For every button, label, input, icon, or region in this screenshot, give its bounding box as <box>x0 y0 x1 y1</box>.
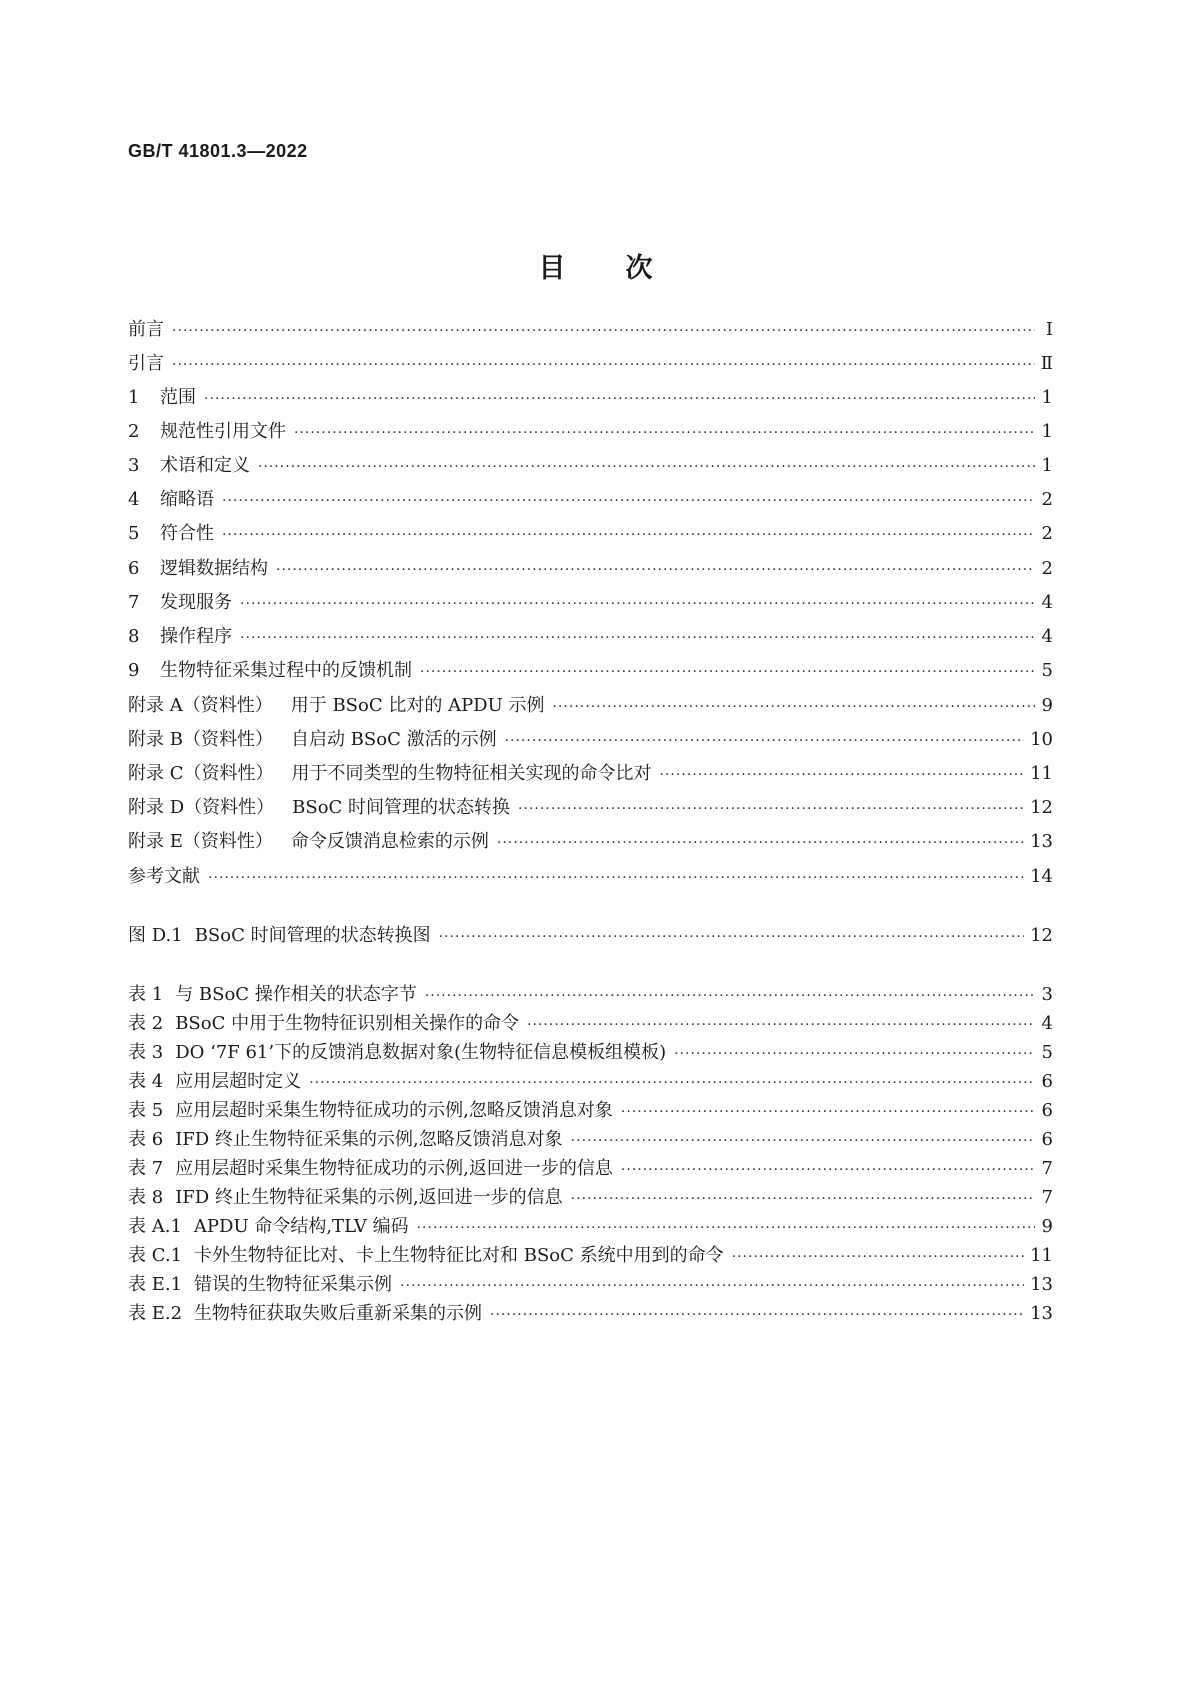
leader-dots <box>674 1042 1035 1066</box>
figure-entry-d1[interactable] <box>128 924 1053 949</box>
toc-entry-page: 14 <box>1030 866 1053 887</box>
table-entry-label: DO ‘7F 61’下的反馈消息数据对象(生物特征信息模板组模板) <box>175 1042 667 1063</box>
leader-dots <box>497 831 1024 855</box>
toc-entry-number: 附录 A（资料性） <box>128 695 273 716</box>
toc-entry-page: 1 <box>1041 455 1053 476</box>
table-entry-label: 生物特征获取失败后重新采集的示例 <box>194 1303 483 1324</box>
leader-dots <box>420 660 1035 684</box>
toc-entry-section-7[interactable] <box>128 591 1053 616</box>
table-entry-page: 13 <box>1030 1303 1053 1324</box>
table-entry-6[interactable] <box>128 1128 1053 1153</box>
toc-entry-label: 命令反馈消息检索的示例 <box>290 831 489 852</box>
leader-dots <box>439 925 1025 949</box>
toc-entry-foreword[interactable] <box>128 318 1053 343</box>
leader-dots <box>732 1245 1024 1269</box>
toc-entry-page: 5 <box>1041 660 1053 681</box>
toc-entry-label: 逻辑数据结构 <box>160 558 268 579</box>
toc-entry-number: 附录 D（资料性） <box>128 797 275 818</box>
figure-entry-number: 图 D.1 <box>128 925 183 946</box>
toc-entry-label: 缩略语 <box>160 489 214 510</box>
table-entry-1[interactable] <box>128 983 1053 1008</box>
leader-dots <box>222 489 1035 513</box>
toc-entry-appendix-c[interactable] <box>128 762 1053 787</box>
table-entry-number: 表 E.2 <box>128 1303 183 1324</box>
table-entry-page: 9 <box>1041 1216 1053 1237</box>
toc-entry-page: 12 <box>1030 797 1053 818</box>
toc-entry-page: 2 <box>1041 558 1053 579</box>
leader-dots <box>258 455 1035 479</box>
table-entry-label: 应用层超时定义 <box>175 1071 302 1092</box>
document-number: GB/T 41801.3—2022 <box>128 141 308 161</box>
toc-entry-page: 1 <box>1041 421 1053 442</box>
toc-entry-label: 符合性 <box>160 523 214 544</box>
table-entry-c1[interactable] <box>128 1244 1053 1269</box>
table-entry-8[interactable] <box>128 1186 1053 1211</box>
toc-entry-page: Ⅱ <box>1040 353 1053 374</box>
figure-entry-label: BSoC 时间管理的状态转换图 <box>194 925 431 946</box>
table-entry-number: 表 2 <box>128 1013 164 1034</box>
toc-entry-number: 6 <box>128 558 140 579</box>
toc-entry-label: 前言 <box>128 319 164 340</box>
table-entry-page: 11 <box>1030 1245 1053 1266</box>
table-entry-page: 3 <box>1041 984 1053 1005</box>
table-entry-page: 4 <box>1041 1013 1053 1034</box>
leader-dots <box>240 626 1035 650</box>
table-entry-label: 与 BSoC 操作相关的状态字节 <box>175 984 417 1005</box>
toc-entry-page: 1 <box>1041 387 1053 408</box>
leader-dots <box>204 387 1035 411</box>
toc-entry-references[interactable] <box>128 865 1053 890</box>
toc-entry-introduction[interactable] <box>128 352 1053 377</box>
toc-entry-label: 参考文献 <box>128 866 200 887</box>
page-title: 目次 <box>538 253 713 284</box>
toc-entry-number: 附录 C（资料性） <box>128 763 274 784</box>
table-entry-number: 表 1 <box>128 984 164 1005</box>
toc-entry-section-1[interactable] <box>128 386 1053 411</box>
table-entry-label: 应用层超时采集生物特征成功的示例,返回进一步的信息 <box>175 1158 613 1179</box>
toc-entry-number: 附录 E（资料性） <box>128 831 273 852</box>
table-entry-number: 表 8 <box>128 1187 164 1208</box>
leader-dots <box>172 319 1035 343</box>
toc-entry-label: 操作程序 <box>160 626 232 647</box>
toc-entry-page: 9 <box>1041 695 1053 716</box>
table-entry-page: 6 <box>1041 1129 1053 1150</box>
toc-entry-label: 发现服务 <box>160 592 232 613</box>
toc-entry-number: 附录 B（资料性） <box>128 729 273 750</box>
leader-dots <box>505 729 1025 753</box>
toc-entry-page: 2 <box>1041 523 1053 544</box>
toc-entry-label: 术语和定义 <box>160 455 250 476</box>
leader-dots <box>527 1013 1035 1037</box>
leader-dots <box>621 1158 1035 1182</box>
table-entry-page: 7 <box>1041 1158 1053 1179</box>
toc-entry-number: 4 <box>128 489 140 510</box>
toc-entry-number: 7 <box>128 592 140 613</box>
toc-entry-label: 用于 BSoC 比对的 APDU 示例 <box>290 695 545 716</box>
toc-entry-number: 9 <box>128 660 140 681</box>
leader-dots <box>208 866 1024 890</box>
toc-entry-page: Ⅰ <box>1045 319 1053 340</box>
leader-dots <box>553 695 1035 719</box>
figure-entry-page: 12 <box>1030 925 1053 946</box>
toc-entry-label: 引言 <box>128 353 164 374</box>
table-entry-number: 表 C.1 <box>128 1245 183 1266</box>
toc-entry-label: 范围 <box>160 387 196 408</box>
table-entry-page: 6 <box>1041 1071 1053 1092</box>
toc-entry-section-4[interactable] <box>128 488 1053 513</box>
table-entry-page: 7 <box>1041 1187 1053 1208</box>
toc-entry-page: 13 <box>1030 831 1053 852</box>
leader-dots <box>400 1274 1024 1298</box>
leader-dots <box>621 1100 1035 1124</box>
leader-dots <box>309 1071 1035 1095</box>
table-entry-number: 表 A.1 <box>128 1216 182 1237</box>
leader-dots <box>660 763 1025 787</box>
toc-entry-number: 8 <box>128 626 140 647</box>
leader-dots <box>571 1129 1035 1153</box>
table-entry-number: 表 E.1 <box>128 1274 183 1295</box>
table-entry-3[interactable] <box>128 1041 1053 1066</box>
table-entry-label: 卡外生物特征比对、卡上生物特征比对和 BSoC 系统中用到的命令 <box>194 1245 724 1266</box>
leader-dots <box>425 984 1035 1008</box>
toc-entry-appendix-b[interactable] <box>128 728 1053 753</box>
toc-entry-page: 11 <box>1030 763 1053 784</box>
toc-entry-appendix-a[interactable] <box>128 694 1053 719</box>
toc-entry-number: 5 <box>128 523 140 544</box>
toc-entry-label: 生物特征采集过程中的反馈机制 <box>160 660 412 681</box>
table-entry-label: 错误的生物特征采集示例 <box>194 1274 393 1295</box>
leader-dots <box>172 353 1035 377</box>
table-entry-label: IFD 终止生物特征采集的示例,返回进一步的信息 <box>175 1187 563 1208</box>
table-entry-a1[interactable] <box>128 1215 1053 1240</box>
toc-entry-page: 4 <box>1041 626 1053 647</box>
toc-entry-appendix-d[interactable] <box>128 796 1053 821</box>
table-entry-page: 13 <box>1030 1274 1053 1295</box>
toc-entry-label: 自启动 BSoC 激活的示例 <box>290 729 497 750</box>
toc-entry-section-2[interactable] <box>128 420 1053 445</box>
leader-dots <box>490 1303 1024 1327</box>
toc-entry-section-9[interactable] <box>128 659 1053 684</box>
leader-dots <box>518 797 1024 821</box>
toc-entry-label: 规范性引用文件 <box>160 421 286 442</box>
table-entry-5[interactable] <box>128 1099 1053 1124</box>
toc-entry-section-3[interactable] <box>128 454 1053 479</box>
table-entry-e1[interactable] <box>128 1273 1053 1298</box>
toc-entry-page: 2 <box>1041 489 1053 510</box>
toc-entry-label: BSoC 时间管理的状态转换 <box>292 797 511 818</box>
leader-dots <box>222 523 1035 547</box>
toc-entry-section-6[interactable] <box>128 557 1053 582</box>
table-entry-label: BSoC 中用于生物特征识别相关操作的命令 <box>175 1013 520 1034</box>
leader-dots <box>276 558 1035 582</box>
toc-entry-page: 4 <box>1041 592 1053 613</box>
table-entry-number: 表 6 <box>128 1129 164 1150</box>
table-entry-page: 5 <box>1041 1042 1053 1063</box>
leader-dots <box>417 1216 1035 1240</box>
table-entry-number: 表 4 <box>128 1071 164 1092</box>
table-entry-label: APDU 命令结构,TLV 编码 <box>193 1216 409 1237</box>
table-entry-number: 表 7 <box>128 1158 164 1179</box>
toc-entry-number: 3 <box>128 455 140 476</box>
table-entry-7[interactable] <box>128 1157 1053 1182</box>
leader-dots <box>571 1187 1035 1211</box>
table-entry-2[interactable] <box>128 1012 1053 1037</box>
toc-entry-appendix-e[interactable] <box>128 830 1053 855</box>
toc-entry-section-5[interactable] <box>128 522 1053 547</box>
table-entry-e2[interactable] <box>128 1302 1053 1327</box>
toc-entry-number: 2 <box>128 421 140 442</box>
toc-entry-label: 用于不同类型的生物特征相关实现的命令比对 <box>291 763 652 784</box>
table-entry-page: 6 <box>1041 1100 1053 1121</box>
toc-entry-section-8[interactable] <box>128 625 1053 650</box>
toc-entry-page: 10 <box>1030 729 1053 750</box>
table-entry-4[interactable] <box>128 1070 1053 1095</box>
leader-dots <box>294 421 1035 445</box>
table-entry-label: 应用层超时采集生物特征成功的示例,忽略反馈消息对象 <box>175 1100 613 1121</box>
table-entry-label: IFD 终止生物特征采集的示例,忽略反馈消息对象 <box>175 1129 563 1150</box>
toc-entry-number: 1 <box>128 387 140 408</box>
table-entry-number: 表 3 <box>128 1042 164 1063</box>
leader-dots <box>240 592 1035 616</box>
table-entry-number: 表 5 <box>128 1100 164 1121</box>
